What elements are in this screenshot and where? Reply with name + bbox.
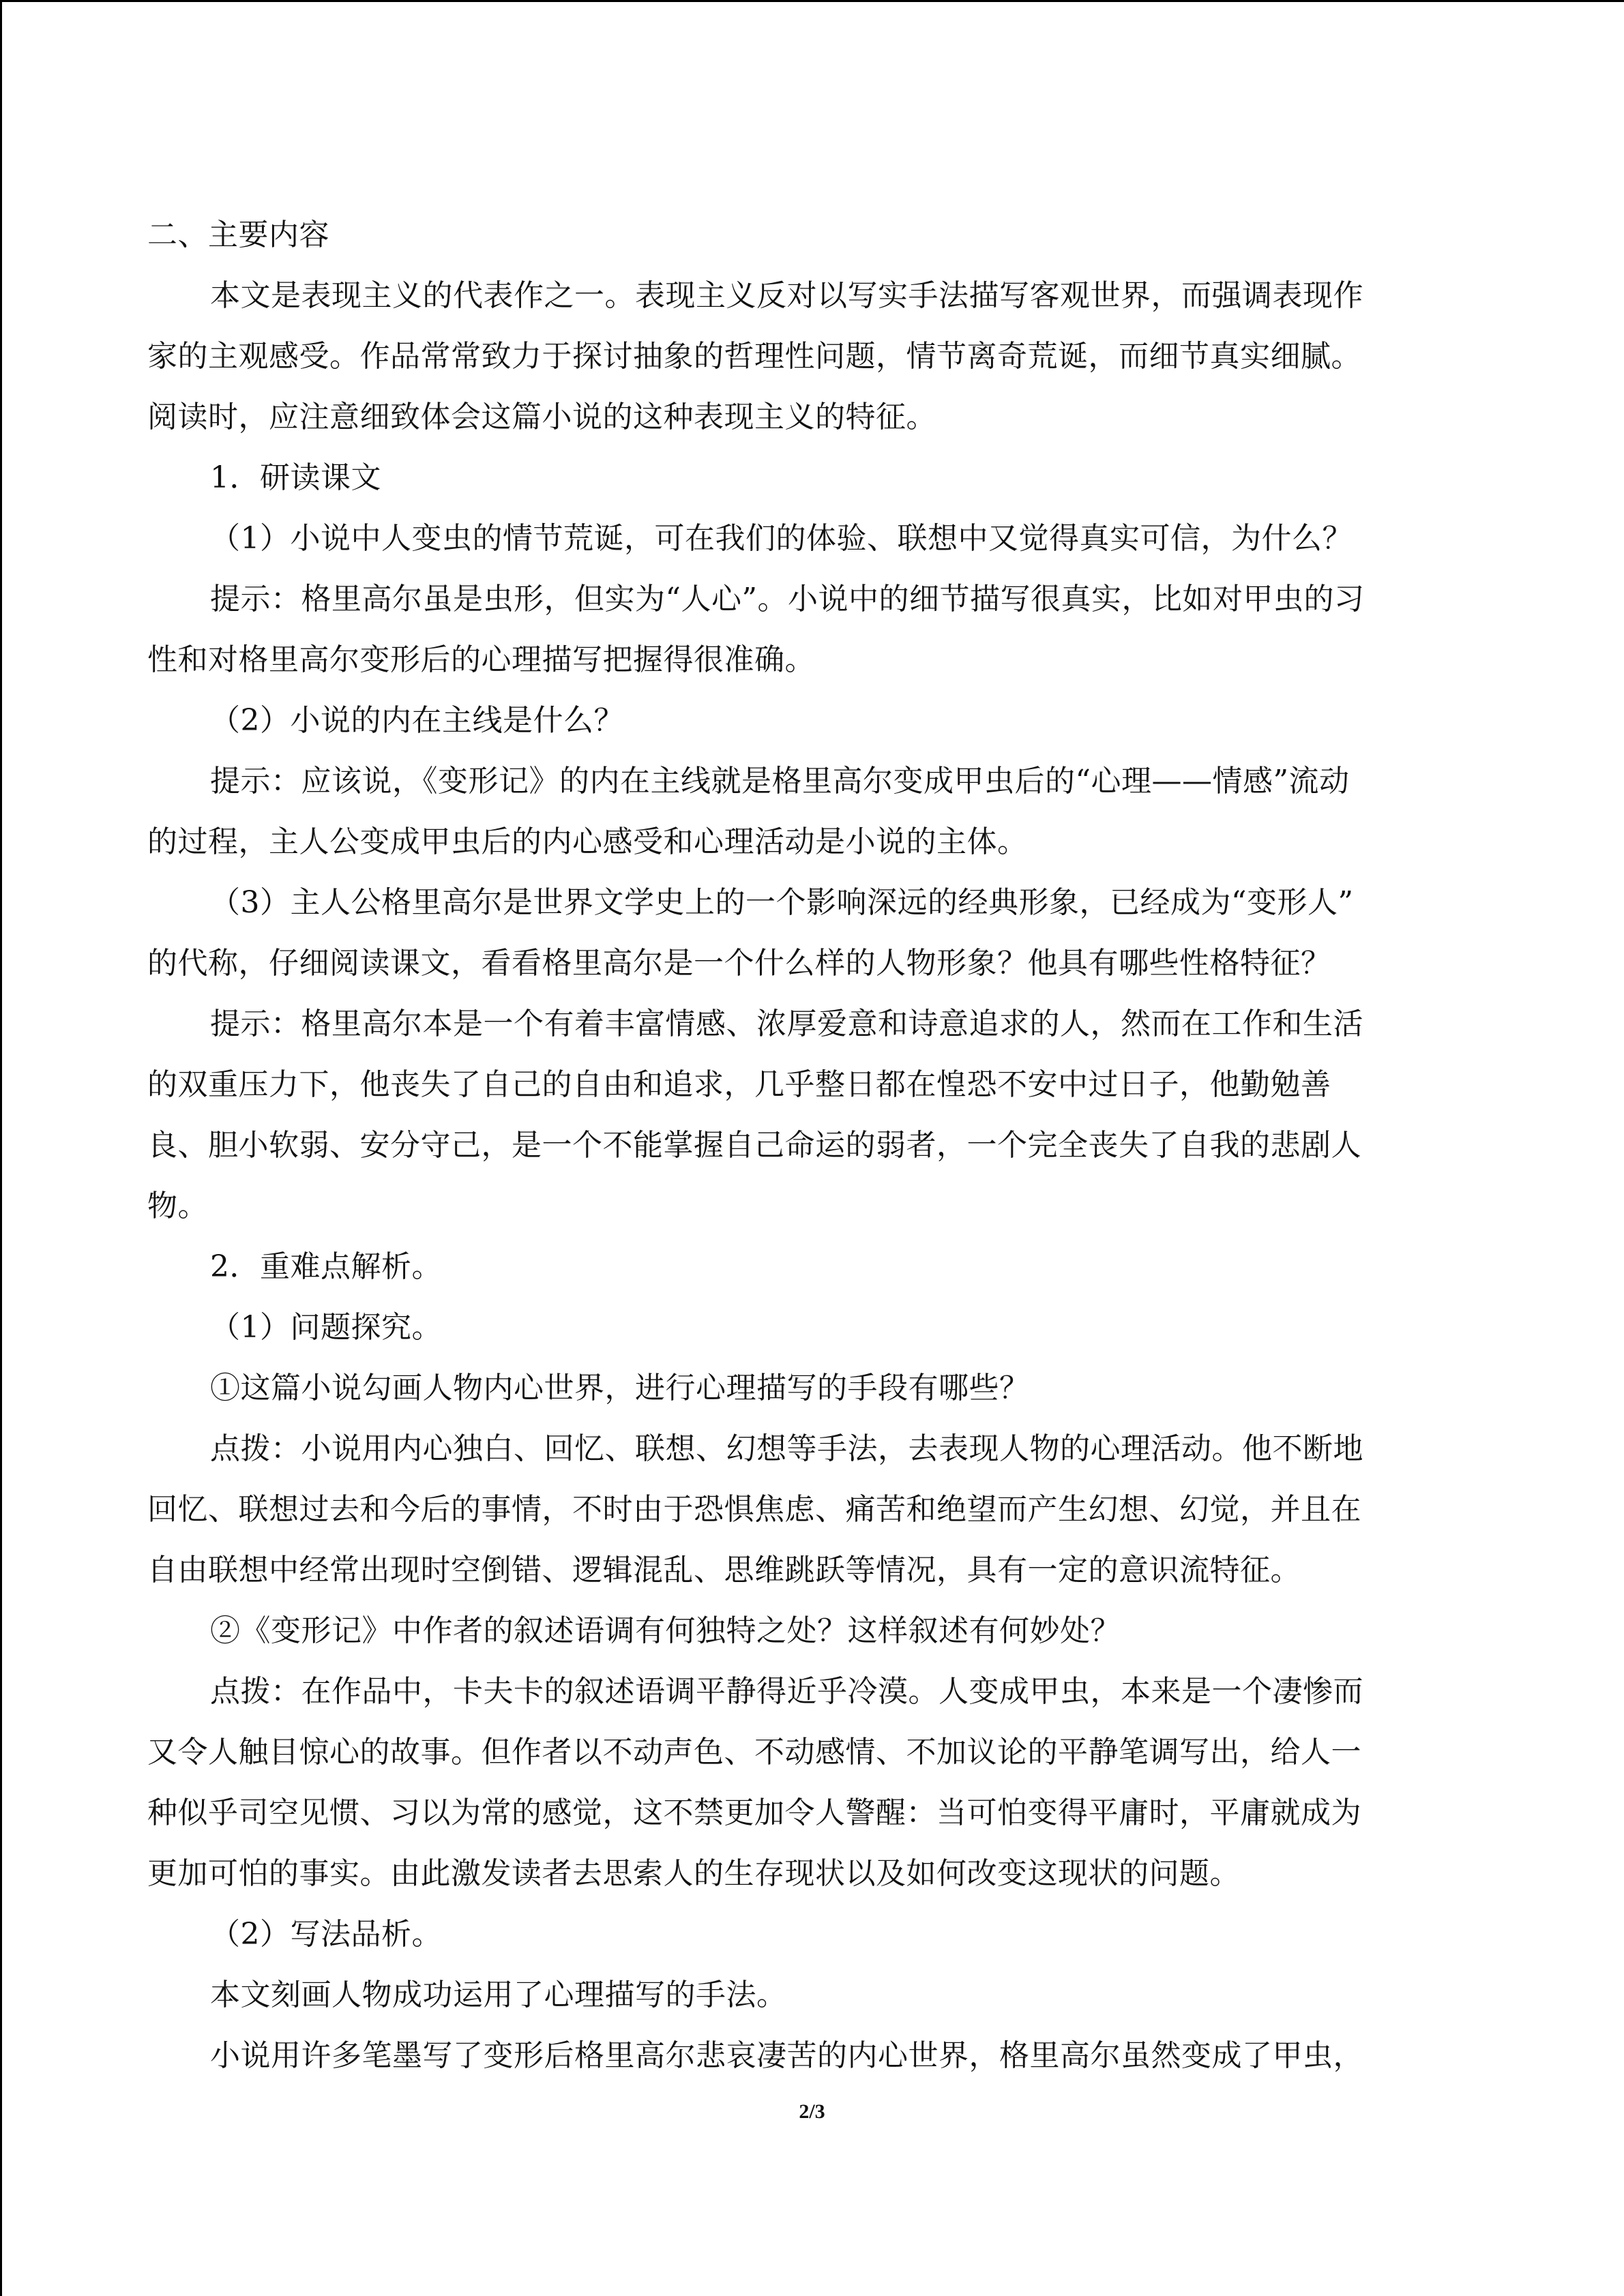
document-body xyxy=(147,205,1457,2086)
hint-line: 良、胆小软弱、安分守己，是一个不能掌握自己命运的弱者，一个完全丧失了自我的悲剧人 xyxy=(147,1128,1361,1163)
explanation-line: 种似乎司空见惯、习以为常的感觉，这不禁更加令人警醒：当可怕变得平庸时，平庸就成为 xyxy=(147,1795,1361,1830)
paragraph-line: 阅读时，应注意细致体会这篇小说的这种表现主义的特征。 xyxy=(147,400,936,434)
section-heading: 二、主要内容 xyxy=(147,218,329,252)
question-line: （2）小说的内在主线是什么？ xyxy=(210,703,624,738)
hint-line: 提示：格里高尔虽是虫形，但实为“人心”。小说中的细节描写很真实，比如对甲虫的习 xyxy=(210,582,1365,616)
subsection-heading: （1）问题探究。 xyxy=(210,1310,442,1345)
question-line: ①这篇小说勾画人物内心世界，进行心理描写的手段有哪些？ xyxy=(210,1371,1030,1405)
paragraph-line: 本文刻画人物成功运用了心理描写的手法。 xyxy=(210,1978,787,2012)
hint-line: 的过程，主人公变成甲虫后的内心感受和心理活动是小说的主体。 xyxy=(147,824,1028,859)
paragraph-line: 家的主观感受。作品常常致力于探讨抽象的哲理性问题，情节离奇荒诞，而细节真实细腻。 xyxy=(147,339,1361,374)
explanation-line: 点拨：小说用内心独白、回忆、联想、幻想等手法，去表现人物的心理活动。他不断地 xyxy=(210,1431,1363,1466)
explanation-line: 更加可怕的事实。由此激发读者去思索人的生存现状以及如何改变这现状的问题。 xyxy=(147,1856,1240,1891)
subsection-heading: 2．重难点解析。 xyxy=(210,1249,442,1284)
hint-line: 提示：应该说，《变形记》的内在主线就是格里高尔变成甲虫后的“心理——情感”流动 xyxy=(210,764,1350,799)
hint-line: 性和对格里高尔变形后的心理描写把握得很准确。 xyxy=(147,642,815,677)
subsection-heading: （2）写法品析。 xyxy=(210,1917,442,1952)
page-number: 2/3 xyxy=(799,2100,825,2123)
paragraph-line: 小说用许多笔墨写了变形后格里高尔悲哀凄苦的内心世界，格里高尔虽然变成了甲虫， xyxy=(210,2038,1363,2073)
hint-line: 的双重压力下，他丧失了自己的自由和追求，几乎整日都在惶恐不安中过日子，他勤勉善 xyxy=(147,1067,1331,1102)
explanation-line: 又令人触目惊心的故事。但作者以不动声色、不动感情、不加议论的平静笔调写出，给人一 xyxy=(147,1735,1361,1770)
explanation-line: 自由联想中经常出现时空倒错、逻辑混乱、思维跳跃等情况，具有一定的意识流特征。 xyxy=(147,1553,1301,1587)
explanation-line: 点拨：在作品中，卡夫卡的叙述语调平静得近乎冷漠。人变成甲虫，本来是一个凄惨而 xyxy=(210,1674,1363,1709)
hint-line: 提示：格里高尔本是一个有着丰富情感、浓厚爱意和诗意追求的人，然而在工作和生活 xyxy=(210,1007,1363,1041)
subsection-heading: 1．研读课文 xyxy=(210,460,381,495)
hint-line: 物。 xyxy=(147,1189,208,1223)
question-line: ②《变形记》中作者的叙述语调有何独特之处？这样叙述有何妙处？ xyxy=(210,1613,1121,1648)
page-border-top xyxy=(0,0,1624,2)
paragraph-line: 本文是表现主义的代表作之一。表现主义反对以写实手法描写客观世界，而强调表现作 xyxy=(210,278,1363,313)
explanation-line: 回忆、联想过去和今后的事情，不时由于恐惧焦虑、痛苦和绝望而产生幻想、幻觉，并且在 xyxy=(147,1492,1361,1527)
page-border-left xyxy=(0,0,2,2296)
question-line: 的代称，仔细阅读课文，看看格里高尔是一个什么样的人物形象？他具有哪些性格特征？ xyxy=(147,946,1331,981)
question-line: （3）主人公格里高尔是世界文学史上的一个影响深远的经典形象，已经成为“变形人” xyxy=(210,885,1354,920)
question-line: （1）小说中人变虫的情节荒诞，可在我们的体验、联想中又觉得真实可信，为什么？ xyxy=(210,521,1353,556)
